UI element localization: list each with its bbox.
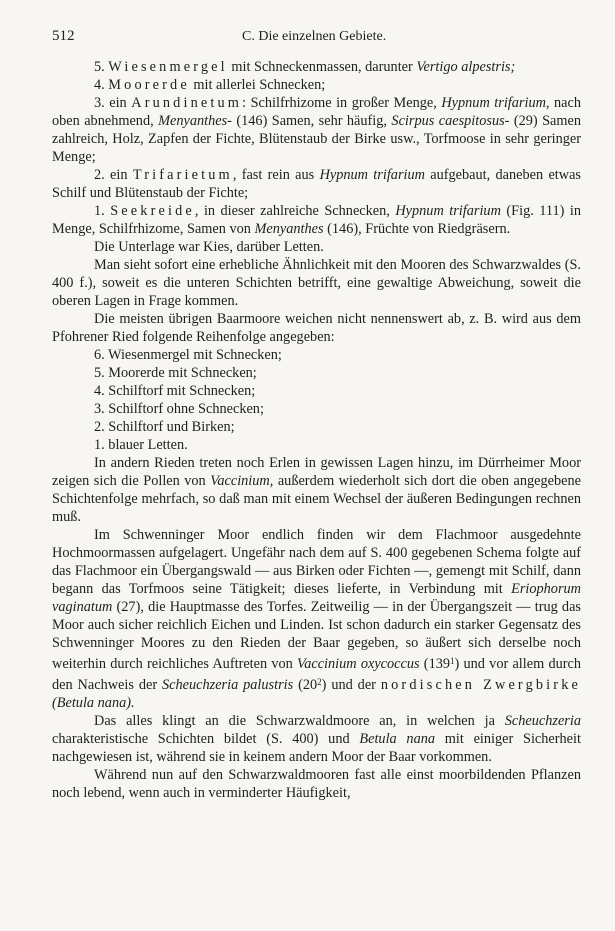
species-name: (Betula nana). <box>52 695 135 711</box>
text-run: ) und vor allem durch den Nachweis der <box>52 656 581 693</box>
list-item: 2. Schilftorf und Birken; <box>94 419 235 435</box>
text-run: außerdem wiederholt sich dort die oben angegebene Schichtenfolge mehrfach, so daß man mit einem Wechsel der äußeren Bedingungen rechnen muß. <box>52 473 581 525</box>
text-run: Das alles klingt an die Schwarzwaldmoore an, in welchen ja <box>94 713 505 729</box>
layer-4-paragraph <box>52 76 581 94</box>
list-item: 6. Wiesenmergel mit Schnecken; <box>94 347 282 363</box>
text-run: (146) Samen, sehr häufig, <box>231 113 392 129</box>
page-number: 512 <box>52 28 75 44</box>
paragraph-baarmoore: Die meisten übrigen Baarmoore weichen nicht nennenswert ab, z. B. wird aus dem Pfohrener Ried folgende Reihenfolge angegeben: <box>52 311 581 345</box>
page-header <box>52 28 581 56</box>
text-run: 2. ein <box>94 167 133 183</box>
species-name: Scirpus caespitosus- <box>391 113 510 129</box>
text-run: mit allerlei Schnecken; <box>189 77 326 93</box>
layer-5-paragraph <box>52 58 581 76</box>
species-name: Vertigo alpestris; <box>416 59 516 75</box>
species-name: Hypnum trifarium, <box>441 95 550 111</box>
text-run: mit einiger Sicherheit nachgewiesen ist, während sie in keinem andern Moor der Baar vorkommen. <box>52 731 581 765</box>
species-name: Vaccinium oxycoccus <box>297 656 420 672</box>
text-run: 3. ein <box>94 95 132 111</box>
list-item: 5. Moorerde mit Schnecken; <box>94 365 257 381</box>
layer-3-paragraph <box>52 94 581 166</box>
text-run: (139 <box>419 656 451 672</box>
text-run: (146), Früchte von Riedgräsern. <box>323 221 511 237</box>
layer-2-paragraph <box>52 166 581 202</box>
text-run: 5. <box>94 59 109 75</box>
paragraph-andere-riede <box>52 454 581 526</box>
spaced-term: Moorerde <box>108 77 190 93</box>
text-run: aufgebaut, daneben etwas Schilf und Blütenstaub der Fichte; <box>52 167 581 201</box>
species-name: Scheuchzeria <box>504 713 581 729</box>
text-run: (29) Samen zahlreich, Holz, Zapfen der Fichte, Blütenstaub der Birke usw., Torfmoose in sehr geringer Menge; <box>52 113 581 165</box>
species-name: Vaccinium, <box>210 473 274 489</box>
list-item: 3. Schilftorf ohne Schnecken; <box>94 401 264 417</box>
spaced-term: Arundinetum <box>131 95 243 111</box>
species-name: Eriophorum vaginatum <box>52 581 581 615</box>
species-name: Hypnum trifarium <box>319 167 425 183</box>
layer-1-paragraph <box>52 202 581 238</box>
pfohrener-ried-layer-list <box>52 346 581 454</box>
species-name: Menyanthes- <box>158 113 232 129</box>
paragraph-schwarzwaldmoore <box>52 712 581 766</box>
text-run: , fast rein aus <box>232 167 320 183</box>
species-name: Scheuchzeria palustris <box>162 677 294 693</box>
superscript-reference: 1 <box>450 656 455 666</box>
paragraph-aehnlichkeit: Man sieht sofort eine erhebliche Ähnlichkeit mit den Mooren des Schwarzwaldes (S. 400 f.), soweit es die unteren Schichten betrifft, eine gewaltige Abweichung, soweit die oberen Lagen in Frage kommen. <box>52 257 581 309</box>
running-head: C. Die einzelnen Gebiete. <box>242 29 387 44</box>
text-run: charakteristische Schichten bildet (S. 400) und <box>52 731 360 747</box>
species-name: Betula nana <box>359 731 436 747</box>
spaced-term: Wiesenmergel <box>108 59 228 75</box>
text-run: (Fig. 111) in Menge, Schilfrhizome, Samen von <box>52 203 582 237</box>
list-item: 1. blauer Letten. <box>94 437 188 453</box>
text-run: (27), die Hauptmasse des Torfes. Zeitweilig — in der Übergangszeit — trug das Moor auch sicher reichlich Eichen und Linden. Ist schon dadurch ein starker Gegensatz des Schwenninger Moores zu den Rieden der Baar gegeben, so äußert sich derselbe noch weiterhin durch reichliches Auftreten von <box>52 599 581 672</box>
spaced-term: Seekreide <box>110 203 195 219</box>
text-run: Im Schwenninger Moor endlich finden wir dem Flachmoor ausgedehnte Hochmoormassen aufgelagert. Ungefähr nach dem auf S. 400 gegebenen Schema folgte auf das Flachmoor ein Übergangswald — aus Birken oder Fichten —, gemengt mit Schilf, dann begann das Torfmoos seine Tätigkeit; dieses lieferte, in Verbindung mit <box>52 527 581 597</box>
text-run: 4. <box>94 77 109 93</box>
species-name: Menyanthes <box>254 221 324 237</box>
page-body <box>52 58 581 802</box>
spaced-term: nordischen Zwergbirke <box>380 677 581 693</box>
superscript-reference: 2 <box>317 677 322 687</box>
text-run: (20 <box>293 677 318 693</box>
spaced-term: Trifarietum <box>132 167 233 183</box>
text-run: , in dieser zahlreiche Schnecken, <box>194 203 396 219</box>
text-run: nach oben abnehmend, <box>52 95 582 129</box>
list-item: 4. Schilftorf mit Schnecken; <box>94 383 256 399</box>
text-run: 1. <box>94 203 111 219</box>
species-name: Hypnum trifarium <box>395 203 501 219</box>
text-run: mit Schneckenmassen, darunter <box>227 59 417 75</box>
paragraph-unterlage: Die Unterlage war Kies, darüber Letten. <box>94 239 324 255</box>
paragraph-moorbildende-pflanzen: Während nun auf den Schwarzwaldmooren fast alle einst moorbildenden Pflanzen noch lebend, wenn auch in verminderter Häufigkeit, <box>52 767 581 801</box>
text-run: In andern Rieden treten noch Erlen in gewissen Lagen hinzu, im Dürrheimer Moor zeigen sich die Pollen von <box>52 455 581 489</box>
paragraph-schwenninger-moor <box>52 526 581 712</box>
text-run: ) und der <box>321 677 381 693</box>
text-run: : Schilfrhizome in großer Menge, <box>242 95 442 111</box>
